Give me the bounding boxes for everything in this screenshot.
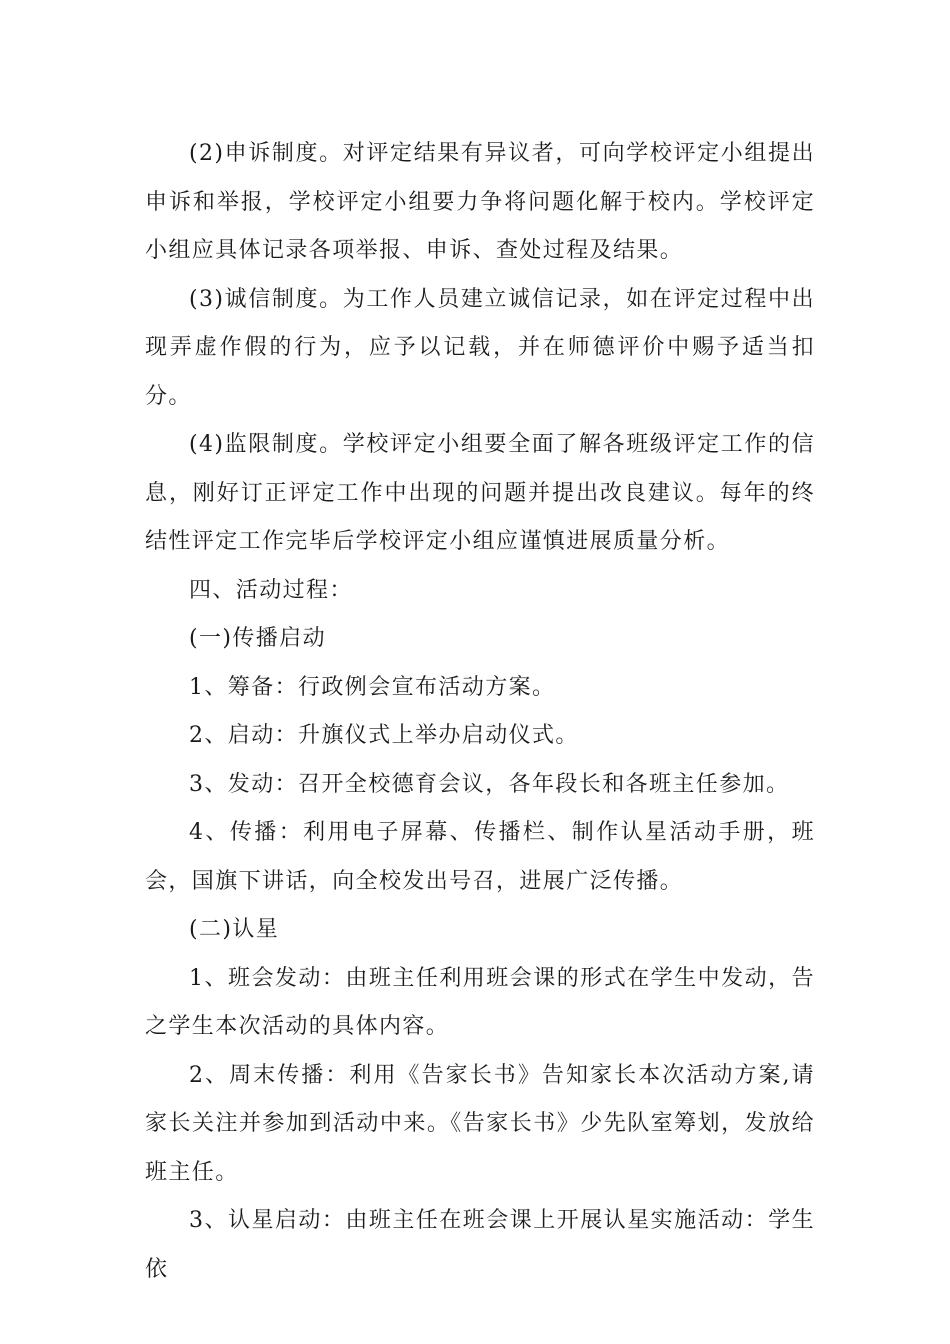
paragraph-integrity-system: (3)诚信制度。为工作人员建立诚信记录，如在评定过程中出现弄虚作假的行为，应予以记载，并在师德评价中赐予适当扣分。 — [145, 286, 815, 409]
list-item-class-meeting: 1、班会发动：由班主任利用班会课的形式在学生中发动，告之学生本次活动的具体内容。 — [145, 965, 815, 1039]
list-item-publicity: 4、传播：利用电子屏幕、传播栏、制作认星活动手册，班会，国旗下讲话，向全校发出号召，进展广泛传播。 — [145, 820, 815, 894]
list-item-mobilization: 3、发动：召开全校德育会议，各年段长和各班主任参加。 — [189, 771, 790, 797]
paragraph-supervision-system: (4)监限制度。学校评定小组要全面了解各班级评定工作的信息，刚好订正评定工作中出现的问题并提出改良建议。每年的终结性评定工作完毕后学校评定小组应谨慎进展质量分析。 — [145, 432, 815, 554]
section-heading-activity-process: 四、活动过程： — [189, 577, 353, 603]
list-item-preparation: 1、筹备：行政例会宣布活动方案。 — [189, 674, 556, 700]
subsection-heading-star-recognition: (二)认星 — [189, 917, 280, 942]
document-body — [145, 130, 815, 1294]
list-item-star-launch: 3、认星启动：由班主任在班会课上开展认星实施活动：学生依 — [145, 1208, 815, 1282]
list-item-launch-ceremony: 2、启动：升旗仪式上举办启动仪式。 — [189, 723, 579, 748]
paragraph-appeal-system: (2)申诉制度。对评定结果有异议者，可向学校评定小组提出申诉和举报，学校评定小组要力争将问题化解于校内。学校评定小组应具体记录各项举报、申诉、查处过程及结果。 — [145, 141, 815, 263]
subsection-heading-launch: (一)传播启动 — [189, 626, 326, 651]
list-item-weekend-publicity: 2、周末传播：利用《告家长书》告知家长本次活动方案,请家长关注并参加到活动中来。《告家长书》少先队室筹划，发放给班主任。 — [145, 1062, 815, 1185]
